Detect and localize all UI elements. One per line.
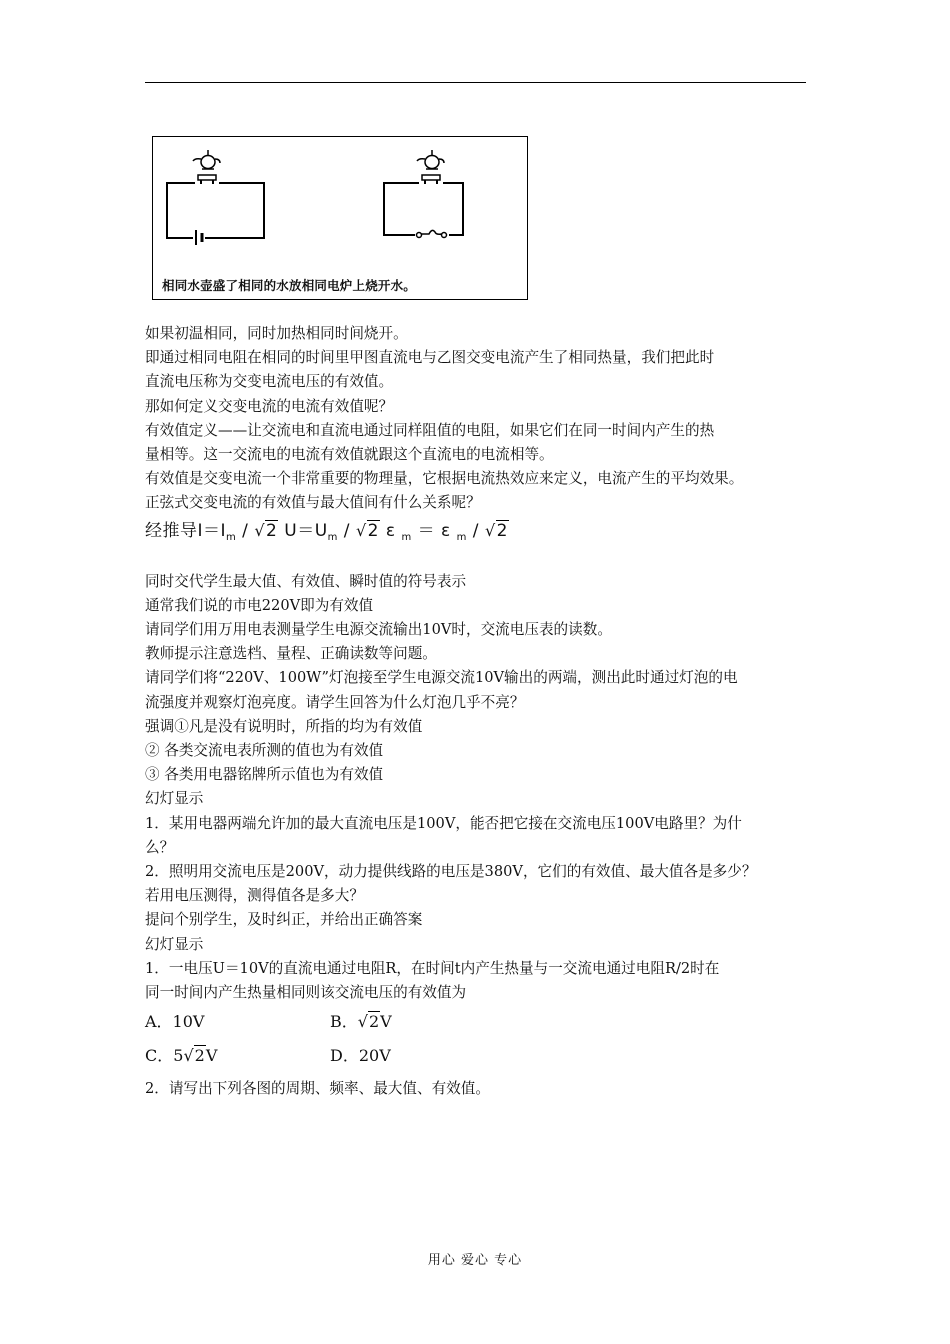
paragraph-line: 直流电压称为交变电流电压的有效值。	[145, 373, 394, 391]
paragraph-line: 流强度并观察灯泡亮度。请学生回答为什么灯泡几乎不亮？	[145, 693, 525, 711]
answer-options-row-1	[145, 1005, 815, 1039]
circuit-figure	[152, 136, 528, 300]
page-footer: 用心 爱心 专心	[427, 1253, 523, 1268]
answer-options-row-2	[145, 1039, 815, 1073]
option-d: D．20V	[330, 1046, 391, 1066]
lesson-body	[145, 322, 815, 1101]
paragraph-line: 若用电压测得，测得值各是多大？	[145, 887, 364, 905]
paragraph-line: 提问个别学生，及时纠正，并给出正确答案	[145, 911, 423, 929]
paragraph-line: 幻灯显示	[145, 790, 204, 808]
option-a: A．10V	[145, 1012, 205, 1032]
option-b: B．√2V	[330, 1012, 392, 1032]
paragraph-line: 1．某用电器两端允许加的最大直流电压是100V，能否把它接在交流电压100V电路里？为什	[145, 814, 742, 832]
question-2: 2．请写出下列各图的周期、频率、最大值、有效值。	[145, 1080, 490, 1098]
paragraph-line: 同时交代学生最大值、有效值、瞬时值的符号表示	[145, 572, 467, 590]
paragraph-line: 么？	[145, 838, 175, 856]
paragraph-line: 同一时间内产生热量相同则该交流电压的有效值为	[145, 984, 467, 1002]
header-rule	[145, 82, 806, 83]
paragraph-line: 1．一电压U＝10V的直流电通过电阻R，在时间t内产生热量与一交流电通过电阻R/2时在	[145, 959, 720, 977]
paragraph-line: 请同学们将“220V、100W”灯泡接至学生电源交流10V输出的两端，测出此时通过灯泡的电	[145, 669, 738, 687]
paragraph-line: 教师提示注意选档、量程、正确读数等问题。	[145, 645, 437, 663]
paragraph-line: 即通过相同电阻在相同的时间里甲图直流电与乙图交变电流产生了相同热量，我们把此时	[145, 349, 715, 367]
paragraph-line: 正弦式交变电流的有效值与最大值间有什么关系呢？	[145, 494, 481, 512]
paragraph-line: 有效值定义——让交流电和直流电通过同样阻值的电阻，如果它们在同一时间内产生的热	[145, 421, 715, 439]
paragraph-line: 那如何定义交变电流的电流有效值呢？	[145, 397, 394, 415]
paragraph-line: 通常我们说的市电220V即为有效值	[145, 596, 374, 614]
paragraph-line: 量相等。这一交流电的电流有效值就跟这个直流电的电流相等。	[145, 446, 554, 464]
option-c: C．5√2V	[145, 1046, 218, 1066]
dc-circuit	[167, 150, 264, 245]
rms-formula: 经推导$I=I_m / √2$ $U=U_m / √2$ ε $_m$ ＝ ε $_m$ / √2	[145, 520, 508, 543]
paragraph-line: ③ 各类用电器铭牌所示值也为有效值	[145, 766, 384, 784]
paragraph-line: 有效值是交变电流一个非常重要的物理量，它根据电流热效应来定义，电流产生的平均效果。	[145, 470, 744, 488]
paragraph-line: 幻灯显示	[145, 935, 204, 953]
paragraph-line: ② 各类交流电表所测的值也为有效值	[145, 742, 384, 760]
paragraph-line: 如果初温相同，同时加热相同时间烧开。	[145, 325, 408, 342]
figure-caption: 相同水壶盛了相同的水放相同电炉上烧开水。	[162, 278, 417, 293]
paragraph-line: 强调①凡是没有说明时，所指的均为有效值	[145, 717, 423, 735]
ac-circuit	[384, 150, 463, 238]
paragraph-line: 请同学们用万用电表测量学生电源交流输出10V时，交流电压表的读数。	[145, 621, 612, 639]
paragraph-line: 2．照明用交流电压是200V，动力提供线路的电压是380V，它们的有效值、最大值各是多少？	[145, 863, 757, 881]
